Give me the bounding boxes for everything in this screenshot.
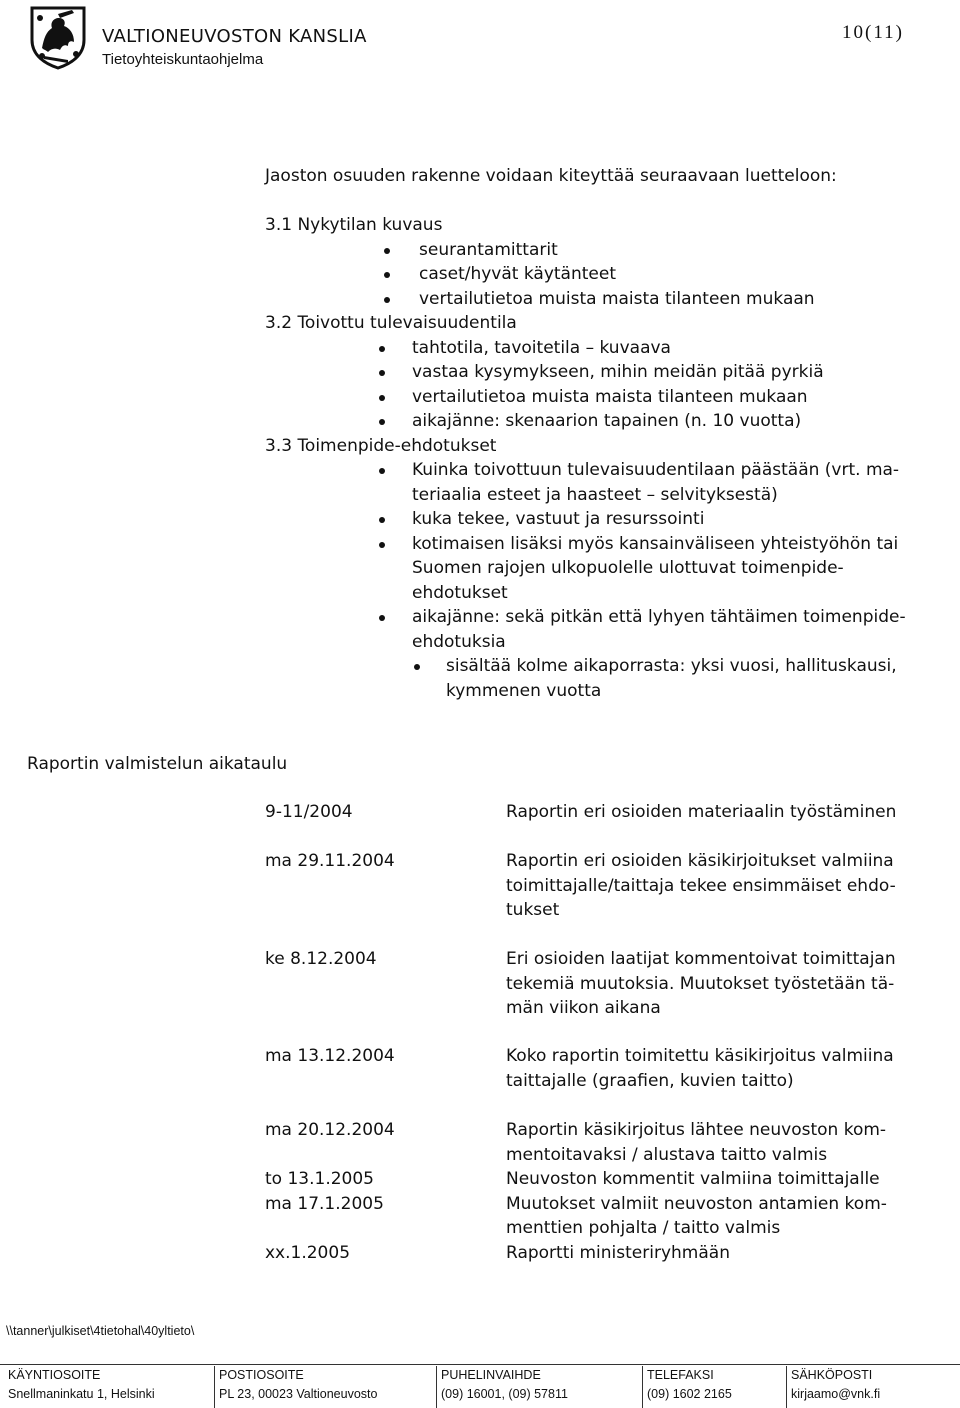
schedule-date: ma 13.12.2004 xyxy=(265,1046,395,1066)
file-path: \\tanner\julkiset\4tietohal\40yltieto\ xyxy=(6,1324,195,1338)
schedule-desc: Raportin eri osioiden materiaalin työstäminen xyxy=(506,802,897,822)
bullet-icon xyxy=(379,615,385,621)
schedule-desc: tekemiä muutoksia. Muutokset työstetään tä- xyxy=(506,973,895,994)
footer-label: KÄYNTIOSOITE xyxy=(8,1368,101,1382)
bullet-icon xyxy=(379,346,385,352)
footer-postal-address xyxy=(214,1366,435,1408)
organization-name: VALTIONEUVOSTON KANSLIA xyxy=(102,26,367,47)
schedule-desc: mentoitavaksi / alustava taitto valmis xyxy=(506,1144,828,1165)
bullet-icon xyxy=(379,517,385,523)
schedule-desc: menttien pohjalta / taitto valmis xyxy=(506,1218,781,1238)
footer-value: PL 23, 00023 Valtioneuvosto xyxy=(219,1387,378,1401)
footer-value: kirjaamo@vnk.fi xyxy=(791,1387,881,1401)
schedule-date: ke 8.12.2004 xyxy=(265,949,377,969)
footer-value: (09) 16001, (09) 57811 xyxy=(441,1387,568,1401)
list-item: tahtotila, tavoitetila – kuvaava xyxy=(412,336,671,361)
sub-list-item: sisältää kolme aikaporrasta: yksi vuosi, hallituskausi, xyxy=(446,654,897,679)
section-3-3-title: 3.3 Toimenpide-ehdotukset xyxy=(265,435,497,456)
schedule-date: ma 29.11.2004 xyxy=(265,851,395,871)
schedule-desc: Muutokset valmiit neuvoston antamien kom- xyxy=(506,1193,887,1214)
schedule-desc: Raportin käsikirjoitus lähtee neuvoston kom- xyxy=(506,1120,887,1140)
schedule-desc: Raportin eri osioiden käsikirjoitukset valmiina xyxy=(506,851,894,871)
list-item-continuation: ehdotukset xyxy=(412,582,508,603)
intro-text: Jaoston osuuden rakenne voidaan kiteyttää seuraavaan luetteloon: xyxy=(265,166,837,186)
list-item-continuation: Suomen rajojen ulkopuolelle ulottuvat toimenpide- xyxy=(412,558,844,578)
list-item: aikajänne: sekä pitkän että lyhyen tähtäimen toimenpide- xyxy=(412,605,906,630)
schedule-desc: Eri osioiden laatijat kommentoivat toimittajan xyxy=(506,949,896,969)
schedule-desc: Koko raportin toimitettu käsikirjoitus valmiina xyxy=(506,1046,894,1066)
footer-label: PUHELINVAIHDE xyxy=(441,1368,541,1382)
list-item: seurantamittarit xyxy=(419,238,558,263)
schedule-desc: Raportti ministeriryhmään xyxy=(506,1242,730,1263)
list-item: Kuinka toivottuun tulevaisuudentilaan päästään (vrt. ma- xyxy=(412,458,899,483)
schedule-desc: män viikon aikana xyxy=(506,998,661,1018)
bullet-icon xyxy=(379,370,385,376)
bullet-icon xyxy=(384,248,390,254)
section-3-2-title: 3.2 Toivottu tulevaisuudentila xyxy=(265,313,517,333)
list-item: caset/hyvät käytänteet xyxy=(419,262,616,287)
schedule-desc: tukset xyxy=(506,900,560,920)
bullet-icon xyxy=(414,664,420,670)
footer-label: POSTIOSOITE xyxy=(219,1368,304,1382)
footer-switchboard xyxy=(436,1366,631,1408)
schedule-date: xx.1.2005 xyxy=(265,1242,351,1263)
program-name: Tietoyhteiskuntaohjelma xyxy=(102,51,264,68)
bullet-icon xyxy=(384,297,390,303)
sub-list-item-continuation: kymmenen vuotta xyxy=(446,680,602,701)
list-item: aikajänne: skenaarion tapainen (n. 10 vuotta) xyxy=(412,409,801,434)
schedule-desc: toimittajalle/taittaja tekee ensimmäiset ehdo- xyxy=(506,875,896,896)
schedule-title: Raportin valmistelun aikataulu xyxy=(27,754,288,774)
bullet-icon xyxy=(379,395,385,401)
schedule-date: 9-11/2004 xyxy=(265,802,353,822)
footer-label: SÄHKÖPOSTI xyxy=(791,1368,873,1382)
footer-label: TELEFAKSI xyxy=(647,1368,714,1382)
schedule-date: to 13.1.2005 xyxy=(265,1169,374,1189)
schedule-date: ma 17.1.2005 xyxy=(265,1193,384,1214)
bullet-icon xyxy=(379,468,385,474)
schedule-desc: Neuvoston kommentit valmiina toimittajalle xyxy=(506,1169,880,1189)
list-item: kotimaisen lisäksi myös kansainväliseen yhteistyöhön tai xyxy=(412,532,898,557)
bullet-icon xyxy=(379,419,385,425)
section-3-1-title: 3.1 Nykytilan kuvaus xyxy=(265,215,443,235)
list-item: kuka tekee, vastuut ja resurssointi xyxy=(412,507,704,532)
footer-fax xyxy=(642,1366,783,1408)
footer-email xyxy=(786,1366,951,1408)
bullet-icon xyxy=(379,542,385,548)
list-item: vertailutietoa muista maista tilanteen mukaan xyxy=(412,385,808,410)
footer-value: Snellmaninkatu 1, Helsinki xyxy=(8,1387,155,1401)
footer-value: (09) 1602 2165 xyxy=(647,1387,732,1401)
list-item: vertailutietoa muista maista tilanteen mukaan xyxy=(419,287,815,312)
bullet-icon xyxy=(384,272,390,278)
list-item: vastaa kysymykseen, mihin meidän pitää pyrkiä xyxy=(412,360,824,385)
page-number: 10(11) xyxy=(842,22,904,43)
list-item-continuation: ehdotuksia xyxy=(412,631,506,652)
schedule-date: ma 20.12.2004 xyxy=(265,1120,395,1140)
list-item-continuation: teriaalia esteet ja haasteet – selvityksestä) xyxy=(412,484,778,505)
schedule-desc: taittajalle (graafien, kuvien taitto) xyxy=(506,1070,794,1091)
footer-visit-address xyxy=(4,1366,214,1408)
footer-divider xyxy=(0,1364,960,1365)
coat-of-arms-logo xyxy=(28,4,88,70)
